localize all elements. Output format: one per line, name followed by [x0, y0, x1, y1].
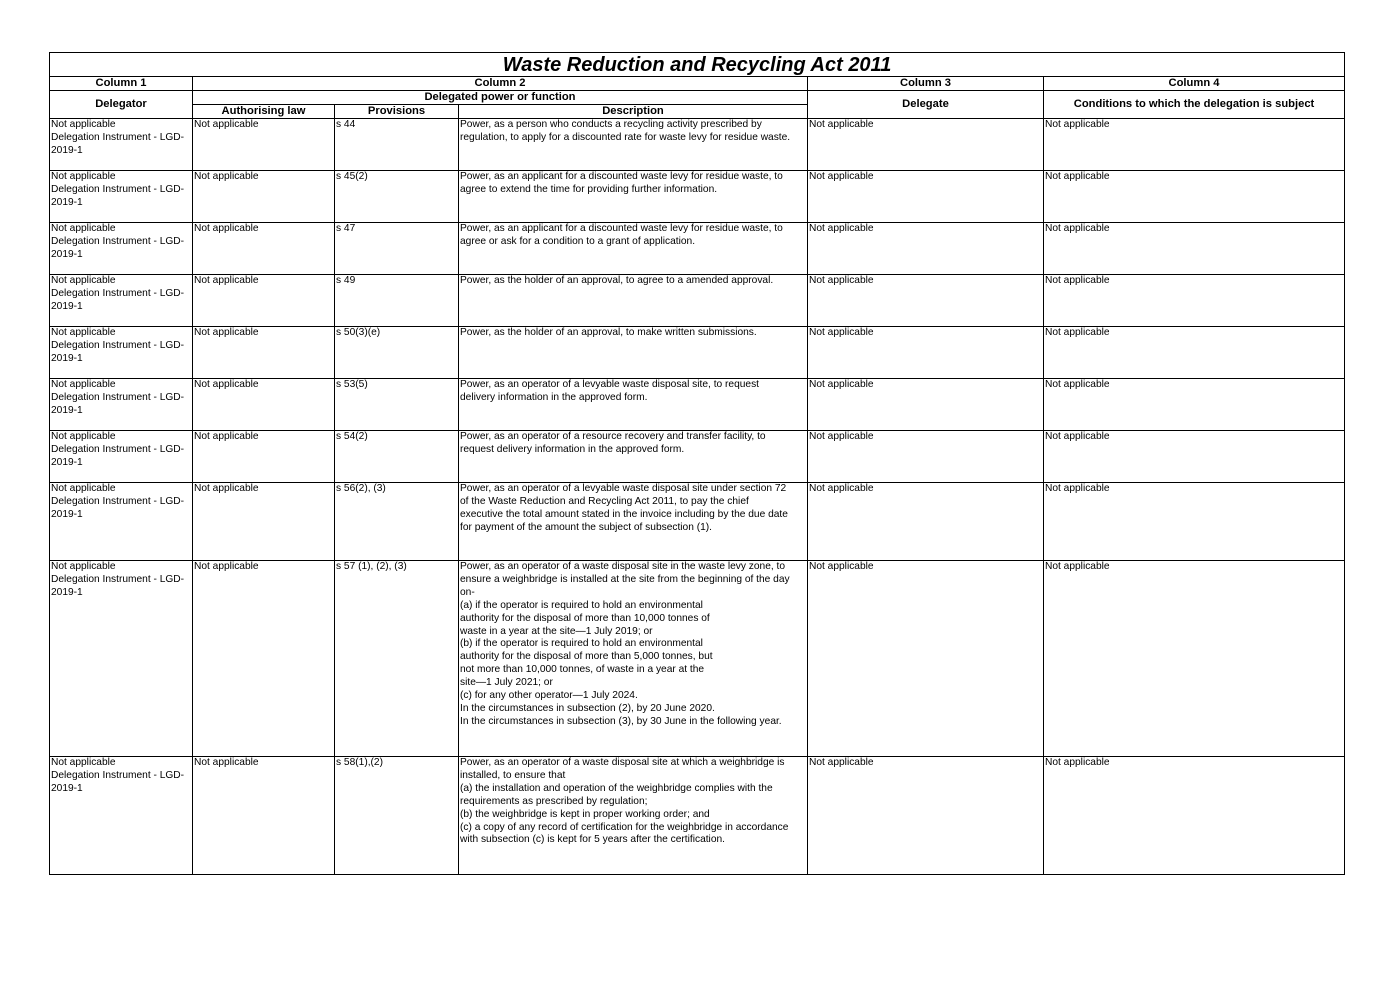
header-description: Description — [459, 105, 808, 119]
description-cell: Power, as a person who conducts a recycling activity prescribed by regulation, to apply for a discounted rate for waste levy for residue waste. — [459, 119, 808, 171]
authorising-law-cell: Not applicable — [193, 431, 335, 483]
authorising-law-cell: Not applicable — [193, 171, 335, 223]
delegator-cell: Not applicable Delegation Instrument - LGD- 2019-1 — [50, 561, 193, 757]
description-cell: Power, as the holder of an approval, to make written submissions. — [459, 327, 808, 379]
delegate-cell: Not applicable — [808, 483, 1044, 561]
table-row — [50, 119, 1345, 171]
delegate-cell: Not applicable — [808, 171, 1044, 223]
delegate-cell: Not applicable — [808, 431, 1044, 483]
delegator-cell: Not applicable Delegation Instrument - LGD- 2019-1 — [50, 275, 193, 327]
description-cell: Power, as an applicant for a discounted waste levy for residue waste, to agree or ask for a condition to a grant of application. — [459, 223, 808, 275]
provisions-cell: s 53(5) — [335, 379, 459, 431]
provisions-cell: s 54(2) — [335, 431, 459, 483]
conditions-cell: Not applicable — [1044, 327, 1345, 379]
delegator-cell: Not applicable Delegation Instrument - LGD- 2019-1 — [50, 223, 193, 275]
conditions-cell: Not applicable — [1044, 119, 1345, 171]
header-column-1: Column 1 — [50, 77, 193, 91]
description-cell: Power, as an operator of a waste disposal site at which a weighbridge is installed, to ensure that (a) the installation and operation of the weighbridge complies with the requirements as prescribed by regulation; (b) the weighbridge is kept in proper working order; and (c) a copy of any record of certification for the weighbridge in accordance with subsection (c) is kept for 5 years after the certification. — [459, 757, 808, 875]
header-conditions: Conditions to which the delegation is subject — [1044, 91, 1345, 119]
delegator-cell: Not applicable Delegation Instrument - LGD- 2019-1 — [50, 431, 193, 483]
table-row — [50, 171, 1345, 223]
header-delegated-power: Delegated power or function — [193, 91, 808, 105]
delegator-cell: Not applicable Delegation Instrument - LGD- 2019-1 — [50, 379, 193, 431]
description-cell: Power, as an operator of a resource recovery and transfer facility, to request delivery information in the approved form. — [459, 431, 808, 483]
authorising-law-cell: Not applicable — [193, 561, 335, 757]
header-authorising-law: Authorising law — [193, 105, 335, 119]
provisions-cell: s 45(2) — [335, 171, 459, 223]
provisions-cell: s 49 — [335, 275, 459, 327]
header-delegator: Delegator — [50, 91, 193, 119]
description-cell: Power, as the holder of an approval, to agree to a amended approval. — [459, 275, 808, 327]
table-row — [50, 431, 1345, 483]
authorising-law-cell: Not applicable — [193, 757, 335, 875]
table-row — [50, 379, 1345, 431]
delegator-cell: Not applicable Delegation Instrument - LGD- 2019-1 — [50, 757, 193, 875]
delegator-cell: Not applicable Delegation Instrument - LGD- 2019-1 — [50, 119, 193, 171]
authorising-law-cell: Not applicable — [193, 275, 335, 327]
delegate-cell: Not applicable — [808, 561, 1044, 757]
delegate-cell: Not applicable — [808, 379, 1044, 431]
description-cell: Power, as an operator of a levyable waste disposal site, to request delivery information in the approved form. — [459, 379, 808, 431]
provisions-cell: s 57 (1), (2), (3) — [335, 561, 459, 757]
authorising-law-cell: Not applicable — [193, 379, 335, 431]
delegation-table — [49, 52, 1345, 875]
conditions-cell: Not applicable — [1044, 171, 1345, 223]
provisions-cell: s 50(3)(e) — [335, 327, 459, 379]
conditions-cell: Not applicable — [1044, 483, 1345, 561]
provisions-cell: s 44 — [335, 119, 459, 171]
authorising-law-cell: Not applicable — [193, 483, 335, 561]
authorising-law-cell: Not applicable — [193, 327, 335, 379]
description-cell: Power, as an operator of a waste disposal site in the waste levy zone, to ensure a weighbridge is installed at the site from the beginning of the day on- (a) if the operator is required to hold an environmental authority for the disposal of more than 10,000 tonnes of waste in a year at the site—1 July 2019; or (b) if the operator is required to hold an environmental authority for the disposal of more than 5,000 tonnes, but not more than 10,000 tonnes, of waste in a year at the site—1 July 2021; or (c) for any other operator—1 July 2024. In the circumstances in subsection (2), by 20 June 2020. In the circumstances in subsection (3), by 30 June in the following year. — [459, 561, 808, 757]
header-column-4: Column 4 — [1044, 77, 1345, 91]
delegator-cell: Not applicable Delegation Instrument - LGD- 2019-1 — [50, 483, 193, 561]
conditions-cell: Not applicable — [1044, 757, 1345, 875]
table-row — [50, 223, 1345, 275]
delegator-cell: Not applicable Delegation Instrument - LGD- 2019-1 — [50, 327, 193, 379]
table-row — [50, 327, 1345, 379]
conditions-cell: Not applicable — [1044, 431, 1345, 483]
table-row — [50, 483, 1345, 561]
provisions-cell: s 47 — [335, 223, 459, 275]
provisions-cell: s 56(2), (3) — [335, 483, 459, 561]
header-provisions: Provisions — [335, 105, 459, 119]
header-column-2: Column 2 — [193, 77, 808, 91]
delegate-cell: Not applicable — [808, 119, 1044, 171]
table-row — [50, 757, 1345, 875]
table-row — [50, 275, 1345, 327]
authorising-law-cell: Not applicable — [193, 223, 335, 275]
conditions-cell: Not applicable — [1044, 223, 1345, 275]
header-column-3: Column 3 — [808, 77, 1044, 91]
table-row — [50, 561, 1345, 757]
description-cell: Power, as an operator of a levyable waste disposal site under section 72 of the Waste Reduction and Recycling Act 2011, to pay the chief executive the total amount stated in the invoice including by the due date for payment of the amount the subject of subsection (1). — [459, 483, 808, 561]
conditions-cell: Not applicable — [1044, 379, 1345, 431]
delegate-cell: Not applicable — [808, 327, 1044, 379]
conditions-cell: Not applicable — [1044, 275, 1345, 327]
delegator-cell: Not applicable Delegation Instrument - LGD- 2019-1 — [50, 171, 193, 223]
provisions-cell: s 58(1),(2) — [335, 757, 459, 875]
delegate-cell: Not applicable — [808, 223, 1044, 275]
description-cell: Power, as an applicant for a discounted waste levy for residue waste, to agree to extend the time for providing further information. — [459, 171, 808, 223]
header-delegate: Delegate — [808, 91, 1044, 119]
delegate-cell: Not applicable — [808, 757, 1044, 875]
delegate-cell: Not applicable — [808, 275, 1044, 327]
authorising-law-cell: Not applicable — [193, 119, 335, 171]
conditions-cell: Not applicable — [1044, 561, 1345, 757]
page-title: Waste Reduction and Recycling Act 2011 — [50, 53, 1345, 77]
